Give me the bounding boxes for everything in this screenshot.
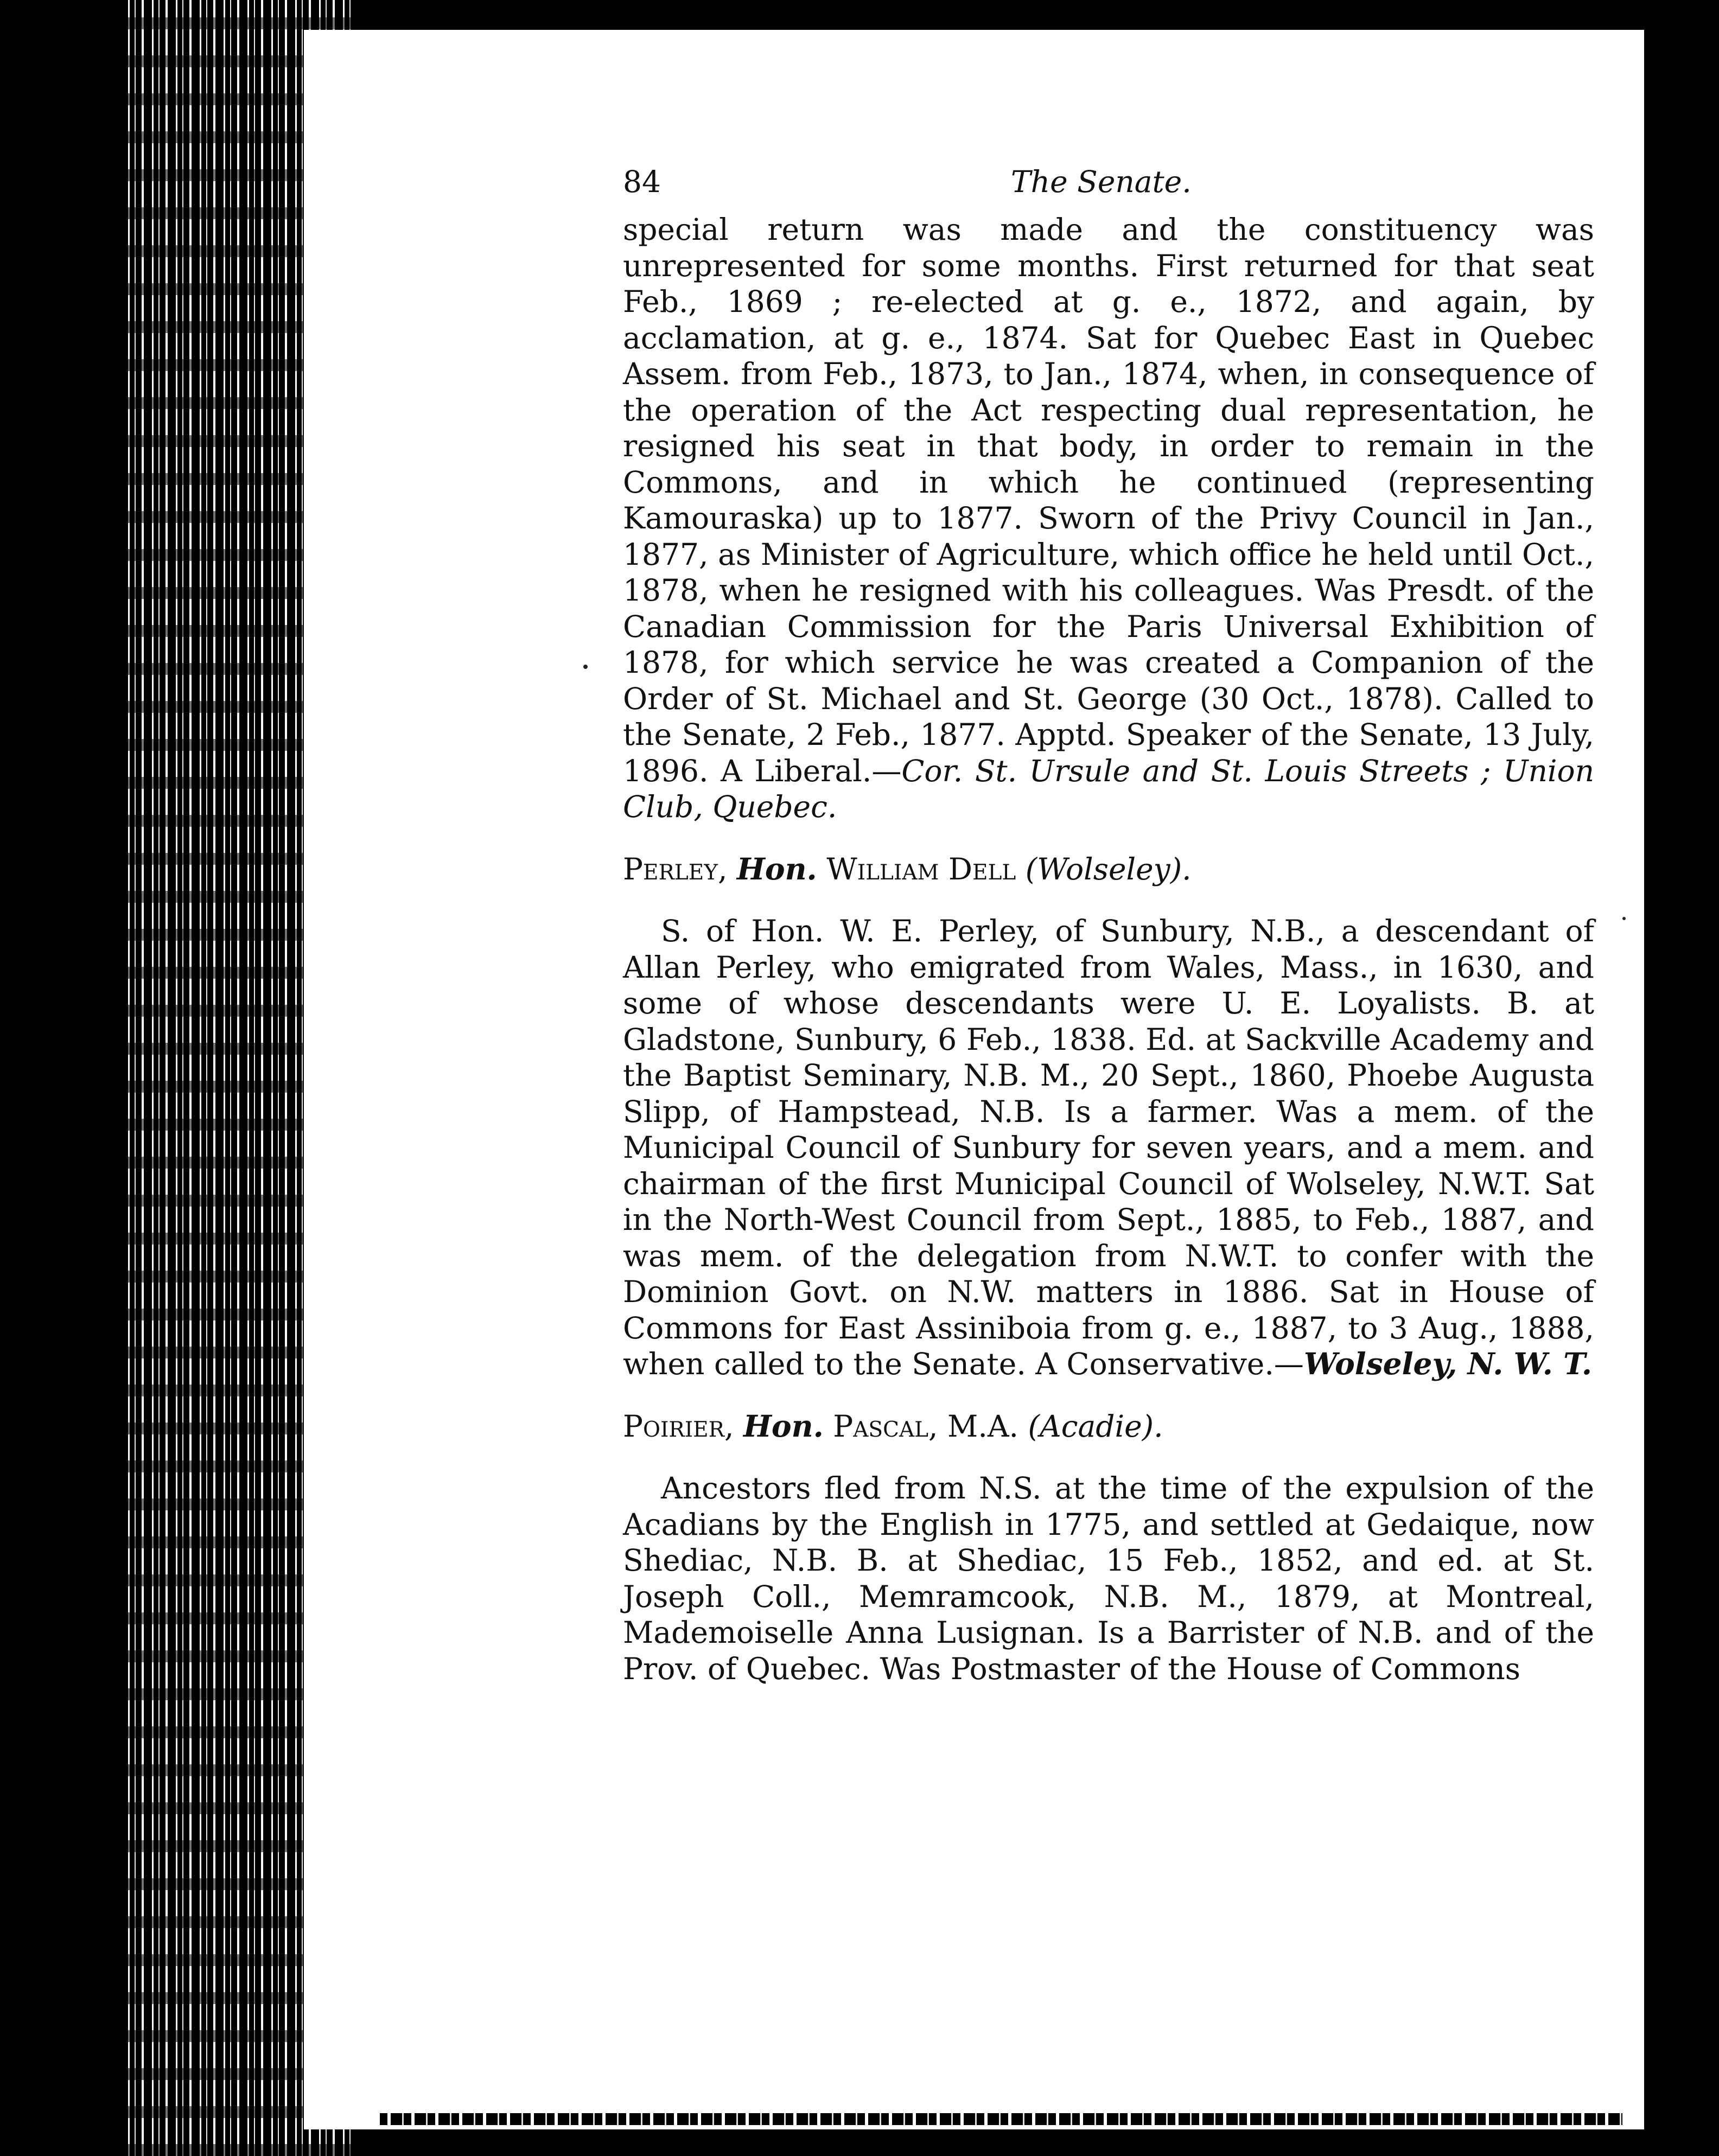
entry-constituency: (Wolseley). xyxy=(1025,851,1192,886)
entry-body xyxy=(623,1470,1594,1687)
entry-surname: Perley, xyxy=(623,851,728,886)
entry-honorific: Hon. xyxy=(736,851,817,886)
book-bottom-edge xyxy=(380,2113,1622,2125)
entry-body-text: S. of Hon. W. E. Perley, of Sunbury, N.B., a descendant of Allan Perley, who emigrated from Wales, Mass., in 1630, and some of whose descendants were U. E. Loyalists. B. at Gladstone, Sunbury, 6 Feb., 1838. Ed. at Sackville Academy and the Baptist Seminary, N.B. M., 20 Sept., 1860, Phoebe Augusta Slipp, of Hampstead, N.B. Is a farmer. Was a mem. of the Municipal Council of Sunbury for seven years, and a mem. and chairman of the first Municipal Council of Wolseley, N.W.T. Sat in the North-West Council from Sept., 1885, to Feb., 1887, and was mem. of the delegation from N.W.T. to confer with the Dominion Govt. on N.W. matters in 1886. Sat in House of Commons for East Assiniboia from g. e., 1887, to 3 Aug., 1888, when called to the Senate. A Conservative.— xyxy=(623,914,1594,1381)
running-head xyxy=(623,152,1594,212)
entry-given-names: William Dell xyxy=(826,851,1016,886)
entry-heading xyxy=(623,851,1594,888)
page-number: 84 xyxy=(623,164,661,199)
entry-given-names: Pascal, xyxy=(833,1408,938,1444)
book-page-edges xyxy=(125,0,353,2156)
entry-address: Wolseley, N. W. T. xyxy=(1303,1346,1593,1381)
ink-speck xyxy=(1622,917,1626,920)
page-text xyxy=(623,152,1594,1687)
entry-surname: Poirier, xyxy=(623,1408,734,1444)
continuation-address: Cor. St. Ursule and St. Louis Streets ; Union Club, Quebec. xyxy=(623,753,1594,824)
entry-body-text: Ancestors fled from N.S. at the time of the expulsion of the Acadians by the English in 1775, and settled at Gedaique, now Shediac, N.B. B. at Shediac, 15 Feb., 1852, and ed. at St. Joseph Coll., Memramcook, N.B. M., 1879, at Montreal, Mademoiselle Anna Lusignan. Is a Barrister of N.B. and of the Prov. of Quebec. Was Postmaster of the House of Commons xyxy=(623,1471,1594,1686)
entry-honorific: Hon. xyxy=(743,1408,824,1444)
entry-heading xyxy=(623,1408,1594,1445)
continuation-paragraph xyxy=(623,212,1594,825)
entry-degree: M.A. xyxy=(947,1408,1019,1444)
ink-speck xyxy=(583,665,588,669)
running-title: The Senate. xyxy=(1011,164,1192,199)
entry-constituency: (Acadie). xyxy=(1028,1408,1163,1444)
entry-body xyxy=(623,913,1594,1382)
continuation-text: special return was made and the constituency was unrepresented for some months. First returned for that seat Feb., 1869 ; re-elected at g. e., 1872, and again, by acclamation, at g. e., 1874. Sat for Quebec East in Quebec Assem. from Feb., 1873, to Jan., 1874, when, in consequence of the operation of the Act respecting dual representation, he resigned his seat in that body, in order to remain in the Commons, and in which he continued (representing Kamouraska) up to 1877. Sworn of the Privy Council in Jan., 1877, as Minister of Agriculture, which office he held until Oct., 1878, when he resigned with his colleagues. Was Presdt. of the Canadian Commission for the Paris Universal Exhibition of 1878, for which service he was created a Companion of the Order of St. Michael and St. George (30 Oct., 1878). Called to the Senate, 2 Feb., 1877. Apptd. Speaker of the Senate, 13 July, 1896. A Liberal.— xyxy=(623,212,1594,788)
